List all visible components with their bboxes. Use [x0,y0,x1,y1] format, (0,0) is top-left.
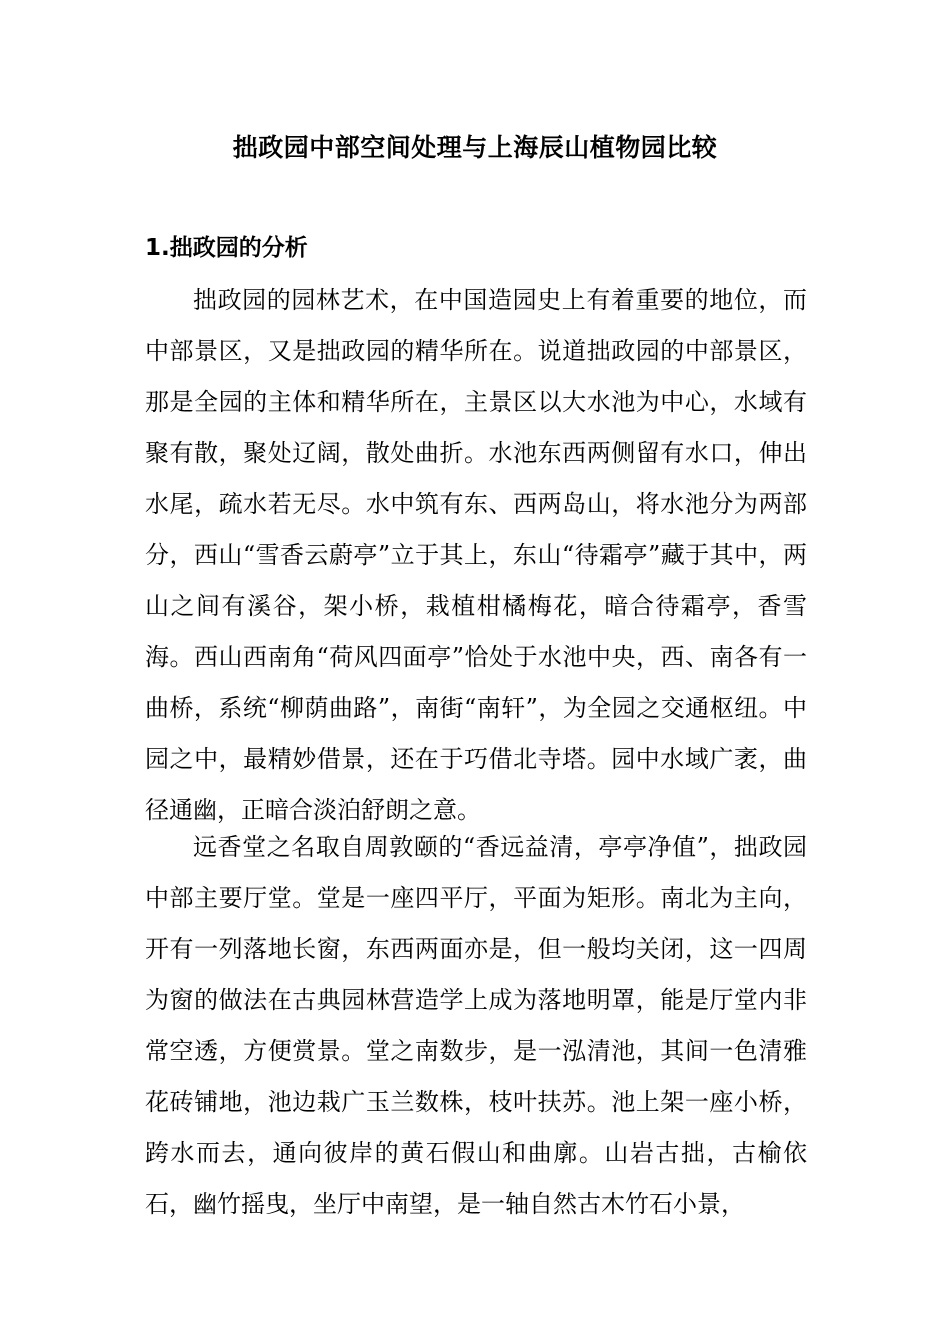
body-paragraph: 远香堂之名取自周敦颐的“香远益清，亭亭净值”，拙政园中部主要厅堂。堂是一座四平厅，平面为矩形。南北为主向，开有一列落地长窗，东西两面亦是，但一般均关闭，这一四周为窗的做法在古典园林营造学上成为落地明罩，能是厅堂内非常空透，方便赏景。堂之南数步，是一泓清池，其间一色清雅花砖铺地，池边栽广玉兰数株，枝叶扶苏。池上架一座小桥，跨水而去，通向彼岸的黄石假山和曲廓。山岩古拙，古榆依石，幽竹摇曳，坐厅中南望，是一轴自然古木竹石小景， [145,833,807,1218]
section-heading: 1.拙政园的分析 [145,235,308,261]
document-title: 拙政园中部空间处理与上海辰山植物园比较 [232,133,718,162]
body-paragraph: 拙政园的园林艺术，在中国造园史上有着重要的地位，而中部景区，又是拙政园的精华所在。说道拙政园的中部景区，那是全园的主体和精华所在，主景区以大水池为中心，水域有聚有散，聚处辽阔，散处曲折。水池东西两侧留有水口，伸出水尾，疏水若无尽。水中筑有东、西两岛山，将水池分为两部分，西山“雪香云蔚亭”立于其上，东山“待霜亭”藏于其中，两山之间有溪谷，架小桥，栽植柑橘梅花，暗合待霜亭，香雪海。西山西南角“荷风四面亭”恰处于水池中央，西、南各有一曲桥，系统“柳荫曲路”，南街“南轩”，为全园之交通枢纽。中园之中，最精妙借景，还在于巧借北寺塔。园中水域广袤，曲径通幽，正暗合淡泊舒朗之意。 [145,286,807,824]
